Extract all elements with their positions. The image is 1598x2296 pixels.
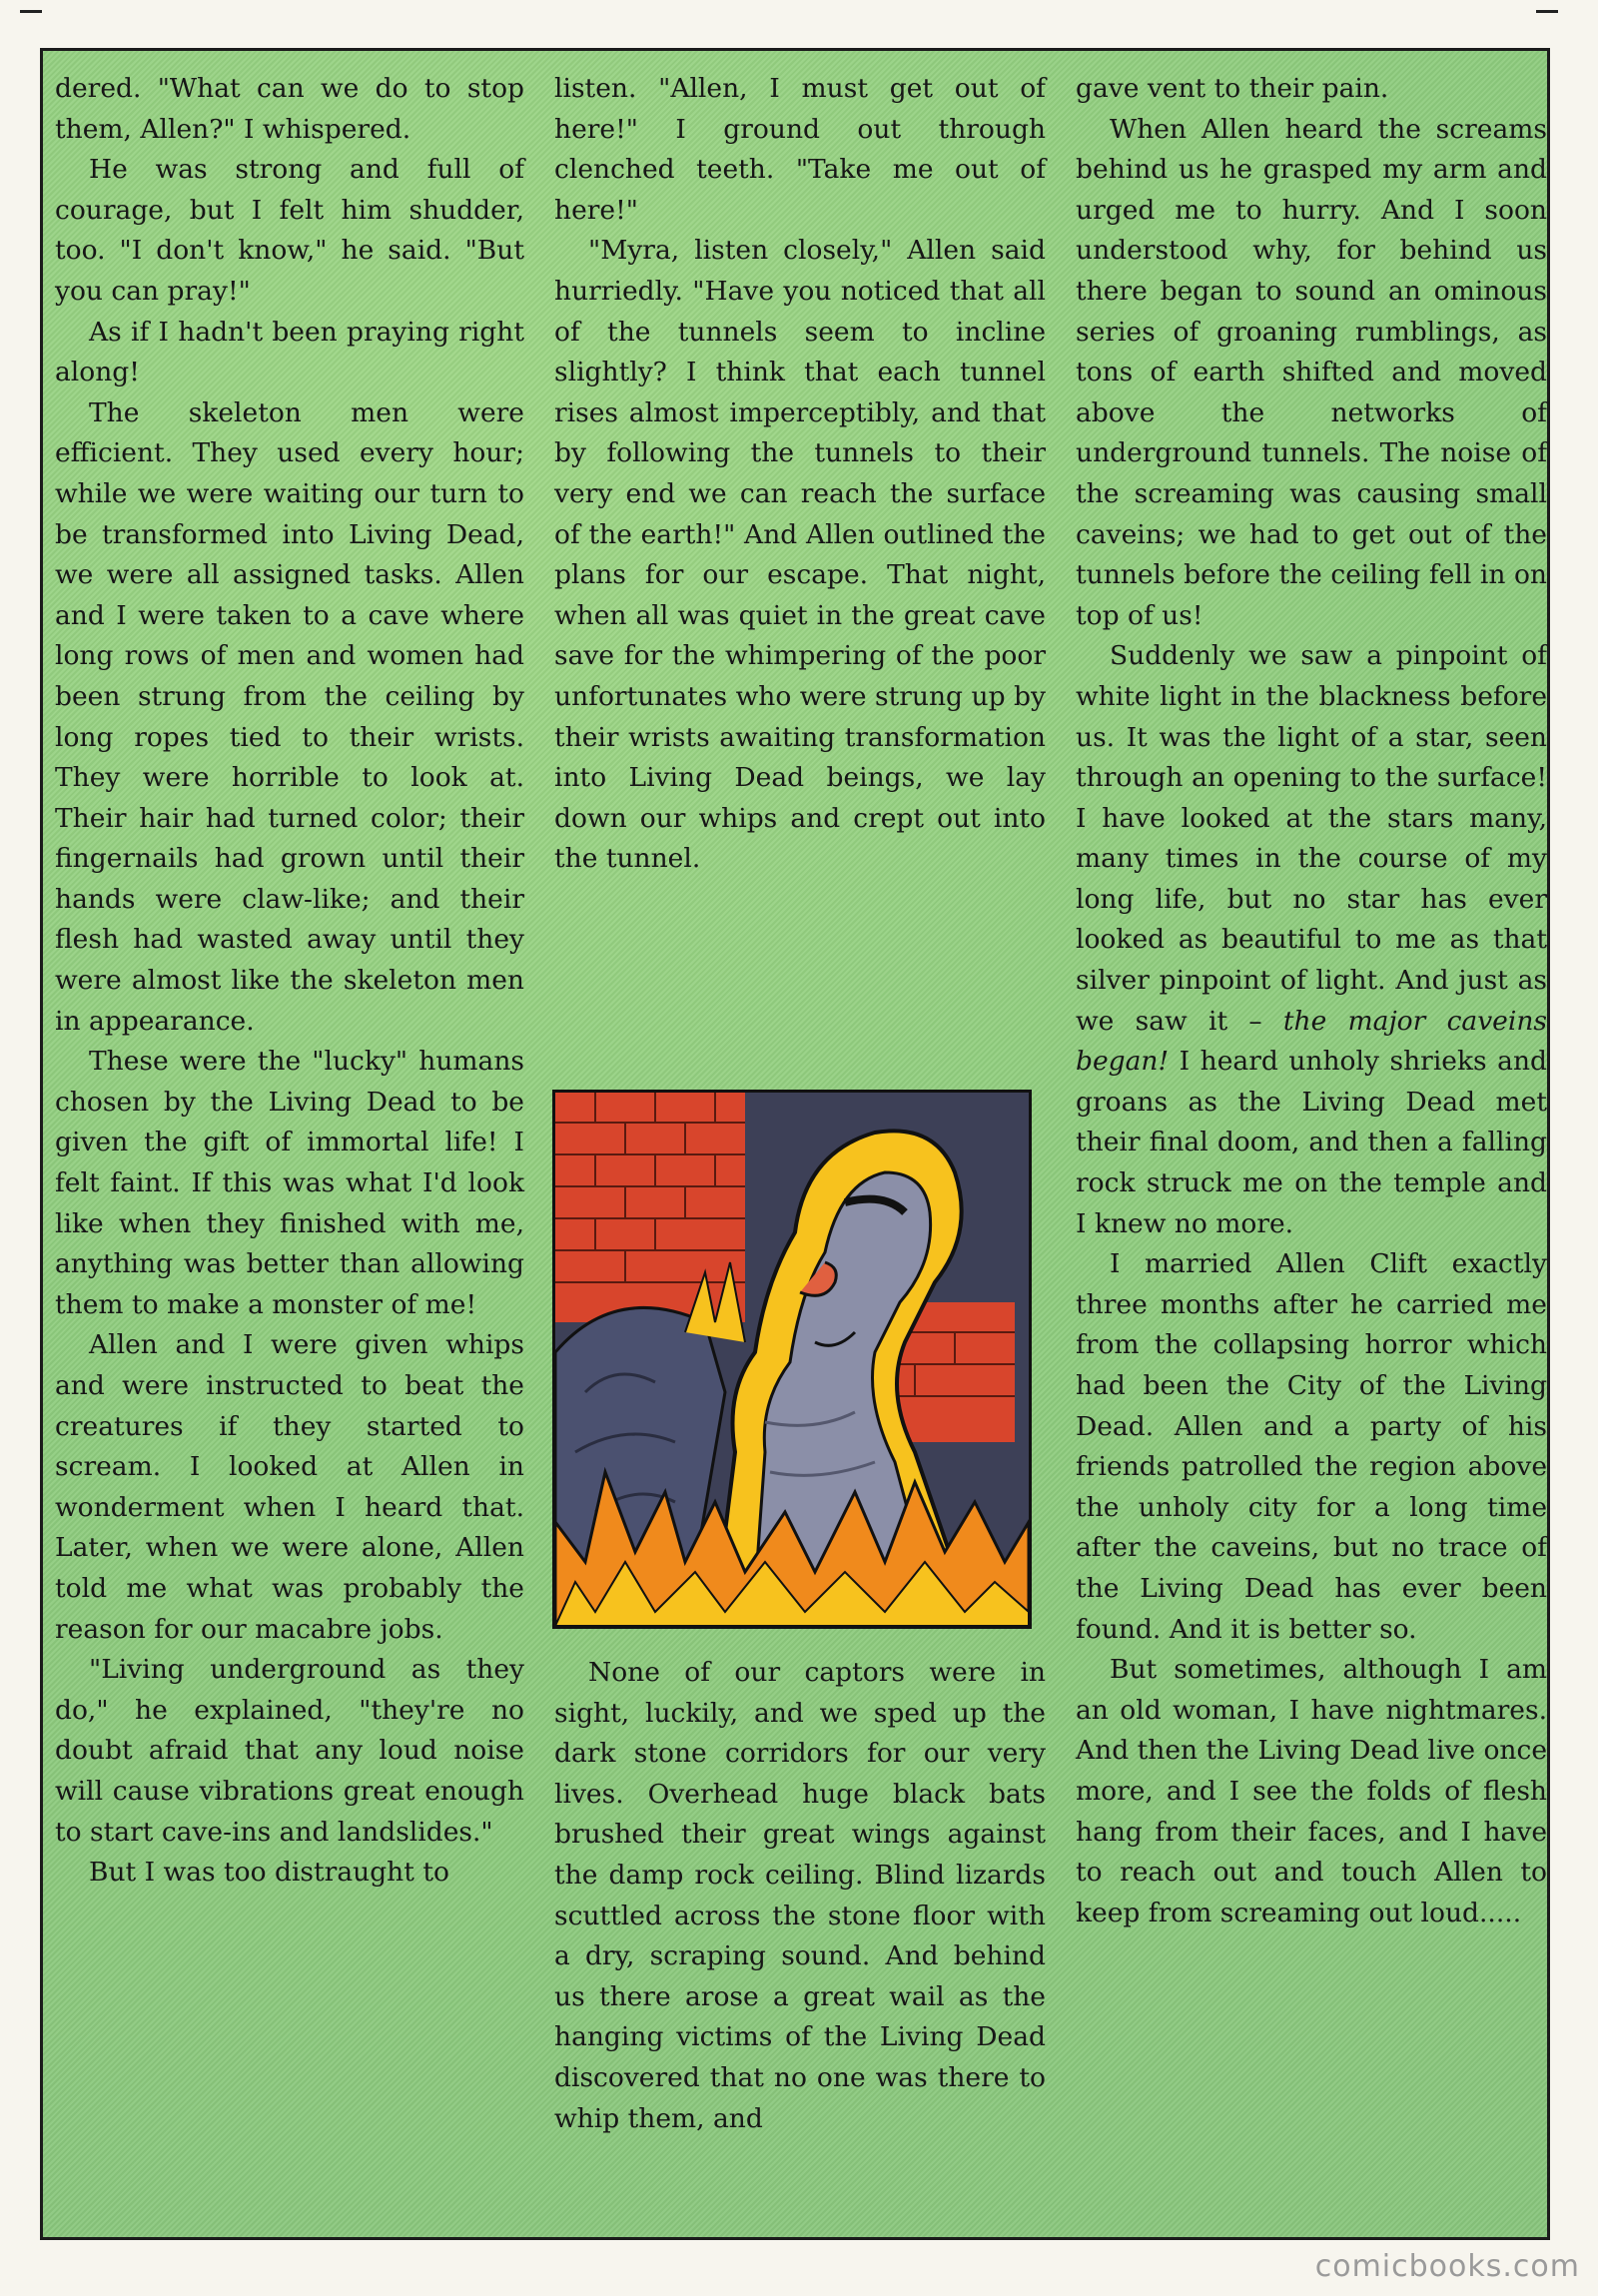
burning-skeleton-man-illustration xyxy=(555,1093,1029,1626)
story-page xyxy=(40,48,1550,2240)
right-text-column xyxy=(1076,69,1547,1933)
paragraph xyxy=(1076,636,1547,1244)
paragraph: Allen and I were given whips and were instructed to beat the creatures if they started to scream. I looked at Allen in wonderment when I heard that. Later, when we were alone, Allen told me what was probably the reason for our macabre jobs. xyxy=(55,1329,524,1645)
paragraph: The skeleton men were efficient. They used every hour; while we were waiting our turn to be transformed into Living Dead, we were all assigned tasks. Allen and I were taken to a cave where long rows of men and women had been strung from the ceiling by long ropes tied to their wrists. They were horrible to look at. Their hair had turned color; their fingernails had grown until their hands were claw-like; and their flesh had wasted away until they were almost like the skeleton men in appearance. xyxy=(55,396,524,1037)
paragraph: I married Allen Clift exactly three months after he carried me from the collapsing horror which had been the City of the Living Dead. Allen and a party of his friends patrolled the region above the unholy city for a long time after the caveins, but no trace of the Living Dead has ever been found. And it is better so. xyxy=(1076,1248,1547,1645)
paragraph: But sometimes, although I am an old woman, I have nightmares. And then the Living Dead live once more, and I see the folds of flesh hang from their faces, and I have to reach out and touch Allen to keep from screaming out loud..... xyxy=(1076,1654,1547,1928)
left-text-column xyxy=(55,69,524,1894)
paragraph: "Living underground as they do," he explained, "they're no doubt afraid that any loud noise will cause vibrations great enough to start cave-ins and landslides." xyxy=(55,1654,524,1848)
paragraph: "Myra, listen closely," Allen said hurriedly. "Have you noticed that all of the tunnels seem to incline slightly? I think that each tunnel rises almost imperceptibly, and that by following the tunnels to their very end we can reach the surface of the earth!" And Allen outlined the plans for our escape. That night, when all was quiet in the great cave save for the whimpering of the poor unfortunates who were strung up by their wrists awaiting transformation into Living Dead beings, we lay down our whips and crept out into the tunnel. xyxy=(554,235,1046,875)
paragraph: listen. "Allen, I must get out of here!" I ground out through clenched teeth. "Take me out of here!" xyxy=(554,73,1046,226)
italic-emphasis: the major caveins began! xyxy=(1076,1005,1548,1078)
middle-text-column-bottom xyxy=(554,1653,1046,2139)
paragraph: As if I hadn't been praying right along! xyxy=(55,316,524,388)
middle-text-column-top xyxy=(554,69,1046,880)
top-crop-mark xyxy=(20,10,42,13)
paragraph: But I was too distraught to xyxy=(89,1857,449,1889)
top-crop-mark xyxy=(1536,10,1558,13)
paragraph: None of our captors were in sight, luckily, and we sped up the dark stone corridors for our very lives. Overhead huge black bats brushed their great wings against the damp rock ceiling. Blind lizards scuttled across the stone floor with a dry, scraping sound. And behind us there arose a great wail as the hanging victims of the Living Dead discovered that no one was there to whip them, and xyxy=(554,1657,1046,2134)
paragraph: He was strong and full of courage, but I felt him shudder, too. "I don't know," he said. "But you can pray!" xyxy=(55,154,524,307)
paragraph: When Allen heard the screams behind us he grasped my arm and urged me to hurry. And I soon understood why, for behind us there began to sound an ominous series of groaning rumblings, as tons of earth shifted and moved above the networks of underground tunnels. The noise of the screaming was causing small caveins; we had to get out of the tunnels before the ceiling fell in on top of us! xyxy=(1076,113,1547,631)
illustration-panel xyxy=(552,1090,1032,1629)
paragraph-text: I heard unholy shrieks and groans as the Living Dead met their final doom, and then a falling rock struck me on the temple and I knew no more. xyxy=(1076,1046,1547,1239)
watermark: comicbooks.com xyxy=(1314,2249,1580,2284)
paragraph: dered. "What can we do to stop them, Allen?" I whispered. xyxy=(55,73,524,145)
paragraph-text: Suddenly we saw a pinpoint of white light in the blackness before us. It was the light of a star, seen through an opening to the surface! I have looked at the stars many, many times in the course of my long life, but no star has ever looked as beautiful to me as that silver pinpoint of light. And just as we saw it – xyxy=(1076,640,1547,1037)
paragraph: gave vent to their pain. xyxy=(1076,73,1389,104)
paragraph: These were the "lucky" humans chosen by the Living Dead to be given the gift of immortal life! I felt faint. If this was what I'd look like when they finished with me, anything was better than allowing them to make a monster of me! xyxy=(55,1046,524,1320)
